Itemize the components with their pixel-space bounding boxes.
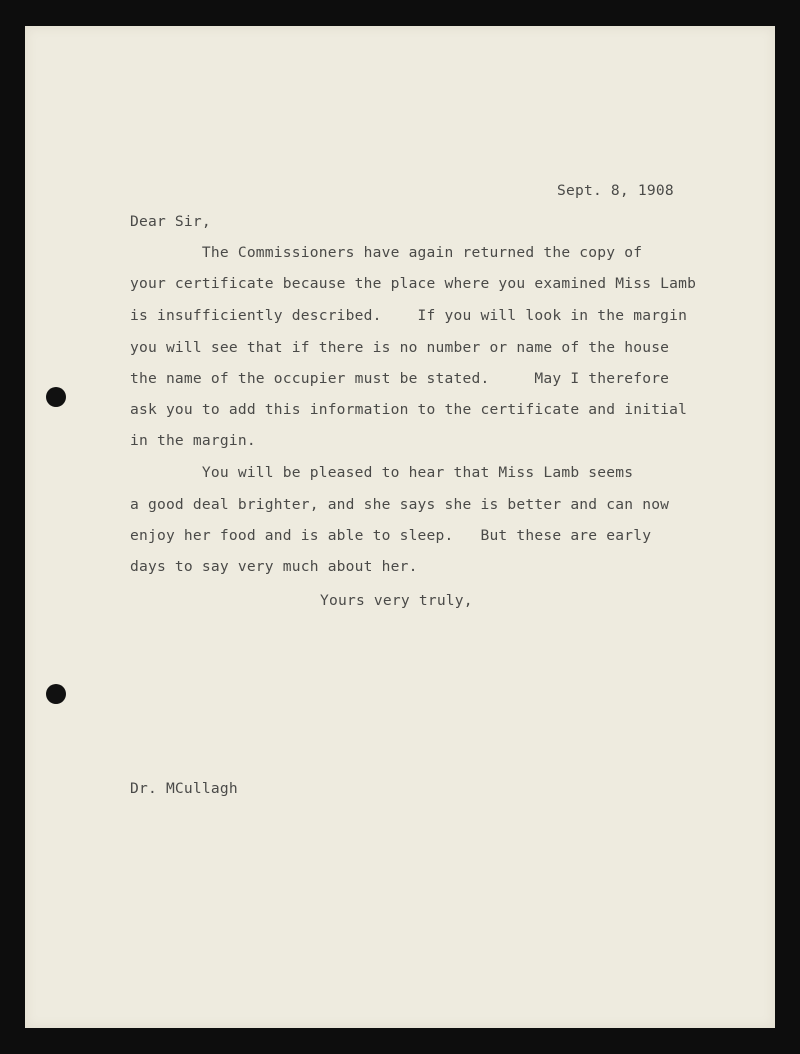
- body-line: in the margin.: [130, 432, 256, 449]
- body-line: a good deal brighter, and she says she is better and can now: [130, 496, 670, 513]
- salutation: Dear Sir,: [130, 213, 211, 230]
- body-line: You will be pleased to hear that Miss Lamb seems: [130, 464, 634, 481]
- body-line: you will see that if there is no number or name of the house: [130, 339, 670, 356]
- letter-page: [25, 26, 775, 1028]
- closing: Yours very truly,: [320, 592, 473, 609]
- body-line: enjoy her food and is able to sleep. But these are early: [130, 527, 652, 544]
- punch-hole-lower: [46, 684, 66, 704]
- letter-date: Sept. 8, 1908: [557, 182, 674, 199]
- body-line: the name of the occupier must be stated. May I therefore: [130, 370, 670, 387]
- body-line: is insufficiently described. If you will look in the margin: [130, 307, 688, 324]
- body-line: The Commissioners have again returned the copy of: [130, 244, 643, 261]
- body-line: ask you to add this information to the certificate and initial: [130, 401, 688, 418]
- body-line: days to say very much about her.: [130, 558, 418, 575]
- recipient-name: Dr. MCullagh: [130, 780, 238, 797]
- body-line: your certificate because the place where you examined Miss Lamb: [130, 275, 697, 292]
- punch-hole-upper: [46, 387, 66, 407]
